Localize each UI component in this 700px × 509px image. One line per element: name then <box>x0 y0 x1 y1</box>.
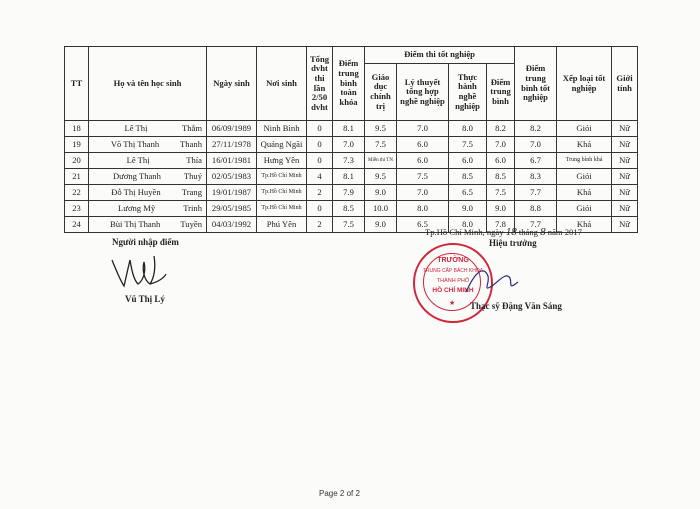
cell-tt: 21 <box>65 169 89 185</box>
cell-total-units: 0 <box>307 201 333 217</box>
header-theory: Lý thuyết tổng hợp nghề nghiệp <box>397 64 449 121</box>
cell-birthplace: Tp.Hồ Chí Minh <box>257 185 307 201</box>
cell-exam-average: 7.0 <box>487 137 515 153</box>
cell-politics: 9.0 <box>365 185 397 201</box>
cell-tt: 20 <box>65 153 89 169</box>
cell-name <box>89 201 207 217</box>
data-entry-signature <box>108 250 168 292</box>
table-row <box>65 169 638 185</box>
cell-graduation-average: 8.3 <box>515 169 557 185</box>
table-row <box>65 185 638 201</box>
cell-total-units: 4 <box>307 169 333 185</box>
cell-birthplace: Hưng Yên <box>257 153 307 169</box>
cell-gender: Nữ <box>612 153 638 169</box>
cell-tt: 19 <box>65 137 89 153</box>
cell-rank: Giỏi <box>557 169 612 185</box>
cell-practice: 8.5 <box>449 169 487 185</box>
cell-rank: Giỏi <box>557 201 612 217</box>
cell-last-name: Trang <box>181 186 202 197</box>
principal-signature <box>462 262 522 302</box>
cell-gender: Nữ <box>612 201 638 217</box>
cell-rank: Khá <box>557 185 612 201</box>
stamp-line-3: THÀNH PHỐ <box>436 278 470 284</box>
cell-first-name: Lương Mỹ <box>118 202 156 213</box>
cell-name <box>89 217 207 233</box>
header-birthplace: Nơi sinh <box>257 47 307 121</box>
cell-graduation-average: 6.7 <box>515 153 557 169</box>
cell-total-units: 2 <box>307 217 333 233</box>
cell-first-name: Lê Thị <box>126 154 150 165</box>
star-icon: ★ <box>449 300 456 307</box>
cell-tt: 23 <box>65 201 89 217</box>
cell-dob: 02/05/1983 <box>207 169 257 185</box>
cell-exam-average: 6.0 <box>487 153 515 169</box>
header-course-average: Điểm trung bình toàn khóa <box>333 47 365 121</box>
header-graduation-average: Điểm trung bình tốt nghiệp <box>515 47 557 121</box>
header-dob: Ngày sinh <box>207 47 257 121</box>
cell-last-name: Tuyền <box>180 218 202 229</box>
cell-politics: Miễn thi TN <box>365 153 397 169</box>
cell-theory: 6.0 <box>397 137 449 153</box>
cell-total-units: 0 <box>307 153 333 169</box>
cell-rank: Giỏi <box>557 121 612 137</box>
cell-practice: 8.0 <box>449 121 487 137</box>
header-politics: Giáo dục chính trị <box>365 64 397 121</box>
cell-course-average: 8.1 <box>333 169 365 185</box>
cell-politics: 10.0 <box>365 201 397 217</box>
cell-course-average: 8.5 <box>333 201 365 217</box>
cell-exam-average: 8.2 <box>487 121 515 137</box>
cell-rank: Khá <box>557 217 612 233</box>
cell-first-name: Lê Thị <box>124 122 148 133</box>
cell-last-name: Thanh <box>180 138 202 149</box>
cell-graduation-average: 7.7 <box>515 185 557 201</box>
page-number: Page 2 of 2 <box>319 489 360 498</box>
cell-last-name: Thía <box>186 154 202 165</box>
cell-course-average: 8.1 <box>333 121 365 137</box>
cell-name <box>89 121 207 137</box>
stamp-line-1: TRƯỜNG <box>437 257 469 264</box>
cell-graduation-average: 8.2 <box>515 121 557 137</box>
cell-theory: 7.0 <box>397 185 449 201</box>
principal-title: Hiệu trưởng <box>489 238 537 248</box>
stamp-line-4: HỒ CHÍ MINH <box>432 287 474 294</box>
cell-total-units: 0 <box>307 121 333 137</box>
cell-practice: 9.0 <box>449 201 487 217</box>
cell-dob: 19/01/1987 <box>207 185 257 201</box>
cell-dob: 29/05/1985 <box>207 201 257 217</box>
table-row <box>65 137 638 153</box>
cell-politics: 9.5 <box>365 121 397 137</box>
cell-theory: 7.0 <box>397 121 449 137</box>
table-row <box>65 121 638 137</box>
cell-first-name: Võ Thị Thanh <box>110 138 160 149</box>
cell-practice: 8.0 <box>449 217 487 233</box>
header-gender: Giới tính <box>612 47 638 121</box>
header-tt: TT <box>65 47 89 121</box>
cell-practice: 6.5 <box>449 185 487 201</box>
cell-last-name: Thắm <box>181 122 202 133</box>
cell-gender: Nữ <box>612 137 638 153</box>
header-exam-average: Điểm trung bình <box>487 64 515 121</box>
header-total-units: Tổng dvht thi lần 2/50 dvht <box>307 47 333 121</box>
cell-total-units: 0 <box>307 137 333 153</box>
grades-table <box>64 46 638 233</box>
cell-theory: 6.5 <box>397 217 449 233</box>
cell-politics: 9.5 <box>365 169 397 185</box>
data-entry-title: Người nhập điểm <box>112 237 179 247</box>
cell-birthplace: Tp.Hồ Chí Minh <box>257 169 307 185</box>
header-rank: Xếp loại tốt nghiệp <box>557 47 612 121</box>
cell-dob: 16/01/1981 <box>207 153 257 169</box>
data-entry-name: Vũ Thị Lý <box>125 294 165 304</box>
header-name: Họ và tên học sinh <box>89 47 207 121</box>
cell-course-average: 7.0 <box>333 137 365 153</box>
cell-rank: Trung bình khá <box>557 153 612 169</box>
cell-total-units: 2 <box>307 185 333 201</box>
cell-tt: 18 <box>65 121 89 137</box>
cell-first-name: Đỗ Thị Huyền <box>111 186 161 197</box>
cell-exam-average: 7.5 <box>487 185 515 201</box>
cell-exam-average: 8.5 <box>487 169 515 185</box>
cell-graduation-average: 7.0 <box>515 137 557 153</box>
cell-name <box>89 185 207 201</box>
date-prefix: Tp.Hồ Chí Minh, ngày <box>425 227 504 237</box>
table-row <box>65 201 638 217</box>
cell-name <box>89 153 207 169</box>
header-exam-group: Điểm thi tốt nghiệp <box>365 47 515 64</box>
cell-politics: 7.5 <box>365 137 397 153</box>
cell-dob: 04/03/1992 <box>207 217 257 233</box>
cell-course-average: 7.9 <box>333 185 365 201</box>
cell-last-name: Thuý <box>183 170 202 181</box>
cell-graduation-average: 8.8 <box>515 201 557 217</box>
date-day: 18 <box>505 226 517 238</box>
cell-tt: 22 <box>65 185 89 201</box>
cell-dob: 06/09/1989 <box>207 121 257 137</box>
header-practice: Thực hành nghề nghiệp <box>449 64 487 121</box>
cell-exam-average: 9.0 <box>487 201 515 217</box>
cell-politics: 9.0 <box>365 217 397 233</box>
cell-gender: Nữ <box>612 217 638 233</box>
cell-last-name: Trinh <box>183 202 202 213</box>
cell-birthplace: Phú Yên <box>257 217 307 233</box>
cell-course-average: 7.5 <box>333 217 365 233</box>
cell-birthplace: Quảng Ngãi <box>257 137 307 153</box>
cell-birthplace: Ninh Bình <box>257 121 307 137</box>
cell-gender: Nữ <box>612 169 638 185</box>
date-year: năm 2017 <box>547 227 582 237</box>
cell-tt: 24 <box>65 217 89 233</box>
cell-theory: 7.5 <box>397 169 449 185</box>
cell-dob: 27/11/1978 <box>207 137 257 153</box>
date-month: 8 <box>540 226 546 238</box>
cell-exam-average: 7.8 <box>487 217 515 233</box>
date-month-label: tháng <box>518 227 538 237</box>
cell-first-name: Dương Thanh <box>112 170 161 181</box>
cell-gender: Nữ <box>612 185 638 201</box>
stamp-line-2: TRUNG CẤP BÁCH KHOA <box>422 268 484 274</box>
cell-theory: 6.0 <box>397 153 449 169</box>
cell-name <box>89 169 207 185</box>
cell-theory: 8.0 <box>397 201 449 217</box>
cell-rank: Khá <box>557 137 612 153</box>
table-row <box>65 153 638 169</box>
cell-graduation-average: 7.7 <box>515 217 557 233</box>
cell-gender: Nữ <box>612 121 638 137</box>
signing-date <box>425 226 582 238</box>
cell-first-name: Bùi Thị Thanh <box>110 218 161 229</box>
cell-name <box>89 137 207 153</box>
cell-course-average: 7.3 <box>333 153 365 169</box>
cell-birthplace: Tp.Hồ Chí Minh <box>257 201 307 217</box>
principal-name: Thạc sỹ Đặng Văn Sáng <box>470 301 562 311</box>
cell-practice: 7.5 <box>449 137 487 153</box>
cell-practice: 6.0 <box>449 153 487 169</box>
